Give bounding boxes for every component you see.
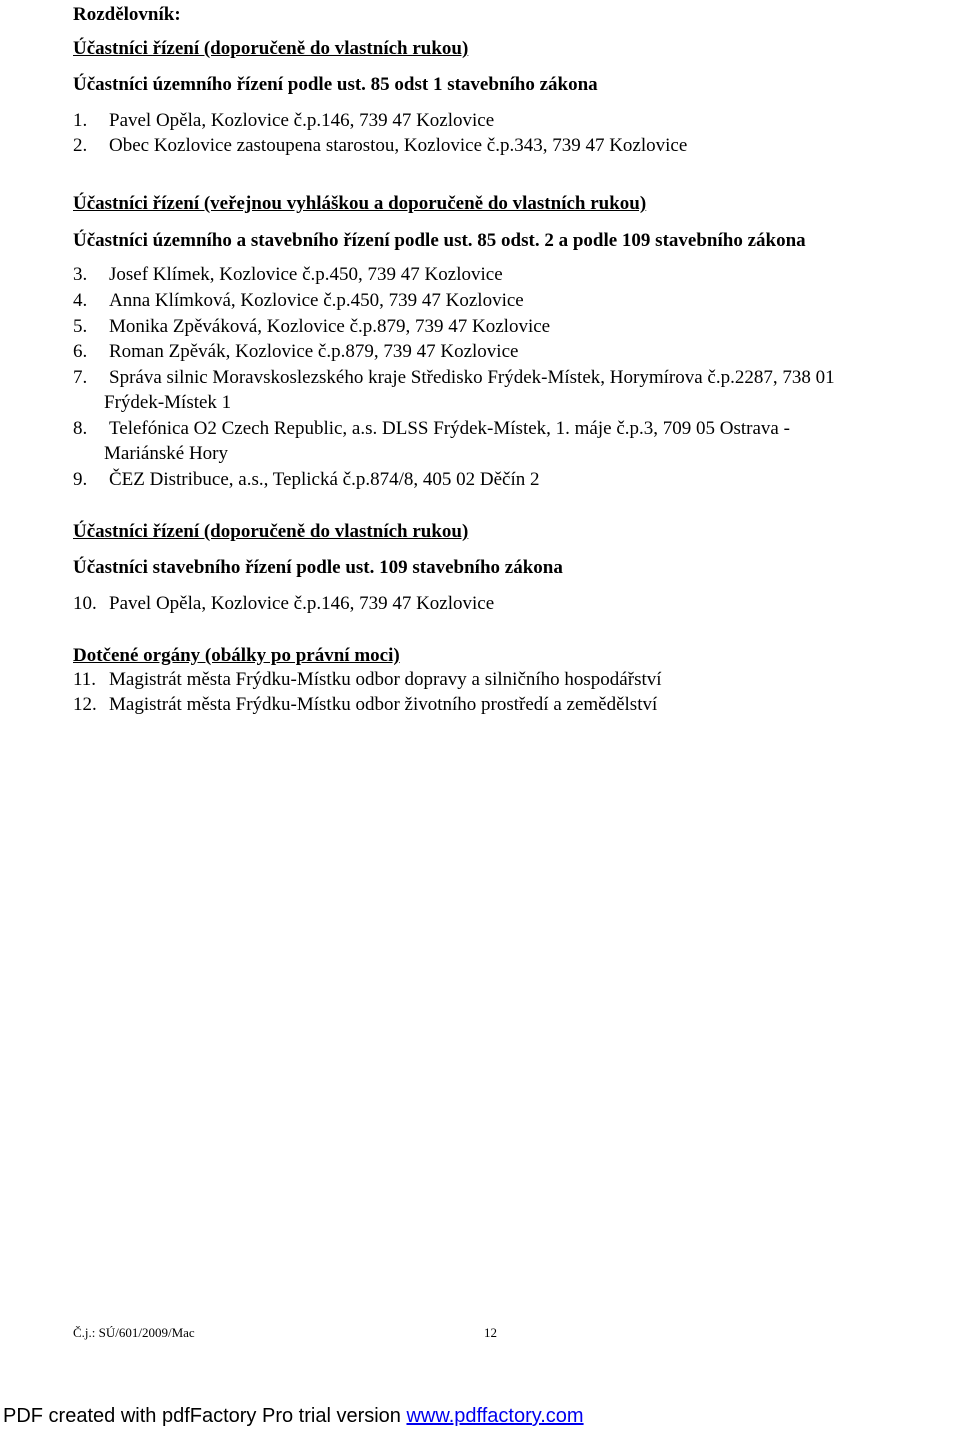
section1-title: Účastníci řízení (doporučeně do vlastních rukou) — [73, 38, 469, 59]
list-item-continuation: Mariánské Hory — [104, 443, 228, 464]
banner-link[interactable]: www.pdffactory.com — [406, 1405, 584, 1427]
list-item: 8. Telefónica O2 Czech Republic, a.s. DLSS Frýdek-Místek, 1. máje č.p.3, 709 05 Ostrava - — [73, 418, 790, 439]
list-item: 6. Roman Zpěvák, Kozlovice č.p.879, 739 47 Kozlovice — [73, 341, 519, 362]
list-item: 11. Magistrát města Frýdku-Místku odbor dopravy a silničního hospodářství — [73, 669, 662, 690]
footer-reference: Č.j.: SÚ/601/2009/Mac — [73, 1325, 195, 1340]
page-number: 12 — [484, 1325, 497, 1340]
list-item: 5. Monika Zpěváková, Kozlovice č.p.879, 739 47 Kozlovice — [73, 316, 551, 337]
list-item: 2. Obec Kozlovice zastoupena starostou, Kozlovice č.p.343, 739 47 Kozlovice — [73, 135, 688, 156]
list-item: 4. Anna Klímková, Kozlovice č.p.450, 739 47 Kozlovice — [73, 290, 524, 311]
section1-subtitle: Účastníci územního řízení podle ust. 85 odst 1 stavebního zákona — [73, 74, 598, 95]
pdf-banner — [3, 1405, 584, 1428]
section4-title: Dotčené orgány (obálky po právní moci) — [73, 645, 400, 666]
section2-title: Účastníci řízení (veřejnou vyhláškou a doporučeně do vlastních rukou) — [73, 193, 647, 214]
section3-subtitle: Účastníci stavebního řízení podle ust. 109 stavebního zákona — [73, 557, 563, 578]
list-item: 7. Správa silnic Moravskoslezského kraje Středisko Frýdek-Místek, Horymírova č.p.2287, 738 01 — [73, 367, 835, 388]
list-item: 3. Josef Klímek, Kozlovice č.p.450, 739 47 Kozlovice — [73, 264, 503, 285]
list-item: 1. Pavel Opěla, Kozlovice č.p.146, 739 47 Kozlovice — [73, 110, 495, 131]
heading: Rozdělovník: — [73, 4, 181, 25]
list-item: 12. Magistrát města Frýdku-Místku odbor životního prostředí a zemědělství — [73, 694, 658, 715]
banner-text: PDF created with pdfFactory Pro trial version — [3, 1405, 407, 1427]
list-item-continuation: Frýdek-Místek 1 — [104, 392, 232, 413]
list-item: 10. Pavel Opěla, Kozlovice č.p.146, 739 47 Kozlovice — [73, 593, 495, 614]
section3-title: Účastníci řízení (doporučeně do vlastních rukou) — [73, 521, 469, 542]
list-item: 9. ČEZ Distribuce, a.s., Teplická č.p.874/8, 405 02 Děčín 2 — [73, 469, 540, 490]
section2-subtitle: Účastníci územního a stavebního řízení podle ust. 85 odst. 2 a podle 109 stavebního zákona — [73, 230, 806, 251]
